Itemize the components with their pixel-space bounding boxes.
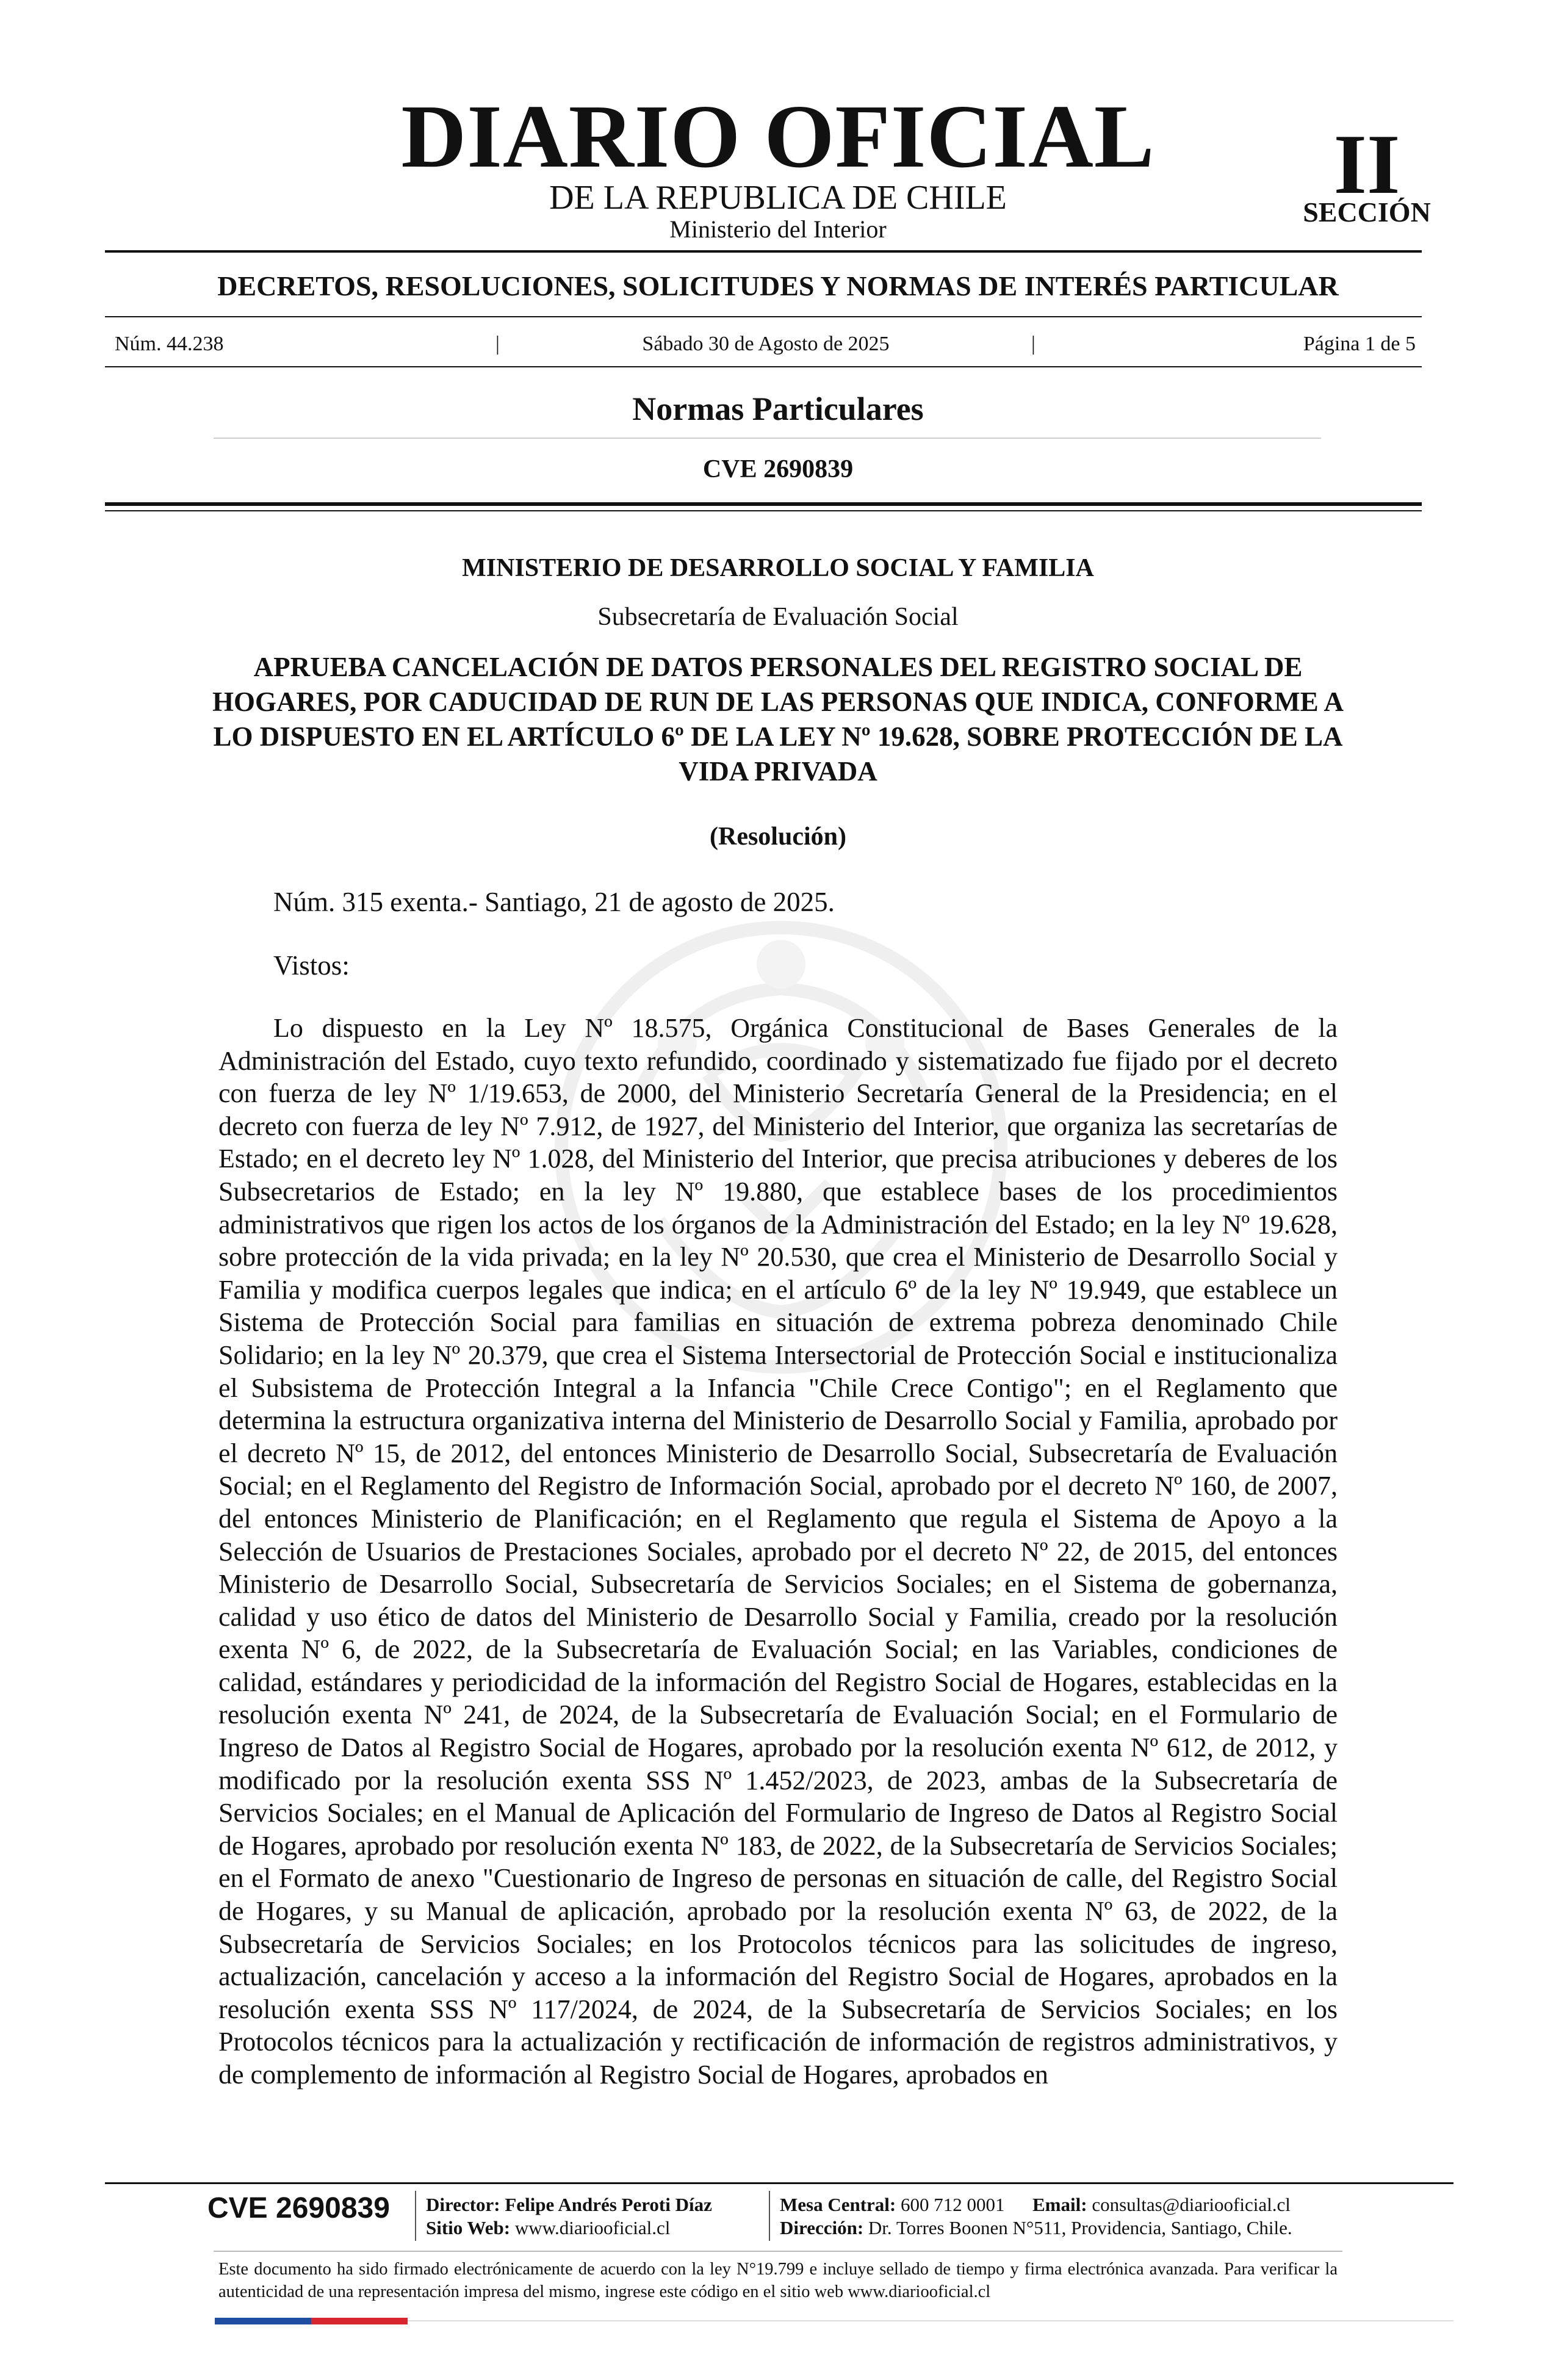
- address-label: Dirección:: [780, 2217, 864, 2238]
- infobar-separator: |: [495, 333, 500, 355]
- cve-divider-thick: [105, 502, 1422, 506]
- masthead-divider: [105, 250, 1422, 253]
- ministry-name: MINISTERIO DE DESARROLLO SOCIAL Y FAMILIA: [462, 554, 1094, 582]
- cve-divider-thin: [105, 510, 1422, 511]
- flag-stripe-blue: [215, 2318, 311, 2324]
- resolution-title: APRUEBA CANCELACIÓN DE DATOS PERSONALES DEL REGISTRO SOCIAL DE HOGARES, POR CADUCIDAD DE RUN DE LAS PERSONAS QUE INDICA, CONFORME A LO DISPUESTO EN EL ARTÍCULO 6º DE LA LEY Nº 19.628, SOBRE PROTECCIÓN DE LA VIDA PRIVADA: [212, 652, 1344, 787]
- resolution-type: (Resolución): [710, 823, 846, 851]
- masthead-subtitle: DE LA REPUBLICA DE CHILE: [549, 179, 1007, 217]
- resolution-number: Núm. 315 exenta.- Santiago, 21 de agosto de 2025.: [273, 887, 835, 917]
- footer-column-divider: [769, 2191, 770, 2241]
- masthead-title: DIARIO OFICIAL: [401, 87, 1155, 187]
- footer-website: [426, 2216, 670, 2240]
- email-label: Email:: [1032, 2194, 1087, 2215]
- band-divider: [105, 316, 1422, 317]
- director-name: Felipe Andrés Peroti Díaz: [505, 2194, 712, 2215]
- footer-contact: [780, 2193, 1291, 2216]
- footer-legal-notice: Este documento ha sido firmado electrónicamente de acuerdo con la ley N°19.799 e incluye sellado de tiempo y firma electrónica avanzada. Para verificar la autenticidad de una representación impresa del mismo, ingrese este código en el sitio web www.diariooficial.cl: [218, 2260, 1338, 2301]
- infobar-separator: |: [1031, 333, 1036, 355]
- footer-director: [426, 2193, 712, 2216]
- director-label: Director:: [426, 2194, 500, 2215]
- address-value: Dr. Torres Boonen N°511, Providencia, Santiago, Chile.: [868, 2217, 1292, 2238]
- email-link[interactable]: consultas@diariooficial.cl: [1092, 2194, 1291, 2215]
- heading-divider: [214, 438, 1321, 439]
- issue-number: Núm. 44.238: [115, 333, 224, 355]
- footer-divider: [105, 2182, 1453, 2184]
- vistos-paragraph: Lo dispuesto en la Ley Nº 18.575, Orgánica Constitucional de Bases Generales de la Administración del Estado, cuyo texto refundido, coordinado y sistematizado fue fijado por el decreto con fuerza de ley Nº 1/19.653, de 2000, del Ministerio Secretaría General de la Presidencia; en el decreto con fuerza de ley Nº 7.912, de 1927, del Ministerio del Interior, que organiza las secretarías de Estado; en el decreto ley Nº 1.028, del Ministerio del Interior, que precisa atribuciones y deberes de los Subsecretarios de Estado; en la ley Nº 19.880, que establece bases de los procedimientos administrativos que rigen los actos de los órganos de la Administración del Estado; en la ley Nº 19.628, sobre protección de la vida privada; en la ley Nº 20.530, que crea el Ministerio de Desarrollo Social y Familia y modifica cuerpos legales que indica; en el artículo 6º de la ley Nº 19.949, que establece un Sistema de Protección Social para familias en situación de extrema pobreza denominado Chile Solidario; en la ley Nº 20.379, que crea el Sistema Intersectorial de Protección Social e institucionaliza el Subsistema de Protección Integral a la Infancia "Chile Crece Contigo"; en el Reglamento que determina la estructura organizativa interna del Ministerio de Desarrollo Social y Familia, aprobado por el decreto Nº 15, de 2012, del entonces Ministerio de Desarrollo Social, Subsecretaría de Evaluación Social; en el Reglamento del Registro de Información Social, aprobado por el decreto Nº 160, de 2007, del entonces Ministerio de Planificación; en el Reglamento que regula el Sistema de Apoyo a la Selección de Usuarios de Prestaciones Sociales, aprobado por el decreto Nº 22, de 2015, del entonces Ministerio de Desarrollo Social, Subsecretaría de Servicios Sociales; en el Sistema de gobernanza, calidad y uso ético de datos del Ministerio de Desarrollo Social y Familia, creado por la resolución exenta Nº 6, de 2022, de la Subsecretaría de Evaluación Social; en las Variables, condiciones de calidad, estándares y periodicidad de la información del Registro Social de Hogares, establecidas en la resolución exenta Nº 241, de 2024, de la Subsecretaría de Evaluación Social; en el Formulario de Ingreso de Datos al Registro Social de Hogares, aprobado por la resolución exenta Nº 612, de 2012, y modificado por la resolución exenta SSS Nº 1.452/2023, de 2023, ambas de la Subsecretaría de Servicios Sociales; en el Manual de Aplicación del Formulario de Ingreso de Datos al Registro Social de Hogares, aprobado por resolución exenta Nº 183, de 2022, de la Subsecretaría de Servicios Sociales; en el Formato de anexo "Cuestionario de Ingreso de personas en situación de calle, del Registro Social de Hogares, y su Manual de aplicación, aprobado por la resolución exenta Nº 63, de 2022, de la Subsecretaría de Servicios Sociales; en los Protocolos técnicos para las solicitudes de ingreso, actualización, cancelación y acceso a la información del Registro Social de Hogares, aprobados en la resolución exenta SSS Nº 117/2024, de 2024, de la Subsecretaría de Servicios Sociales; en los Protocolos técnicos para la actualización y rectificación de información de registros administrativos, y de complemento de información al Registro Social de Hogares, aprobados en: [218, 1013, 1338, 2090]
- footer-bottom-line: [408, 2320, 1453, 2321]
- footer-address: [780, 2216, 1292, 2240]
- footer-legal-divider: [214, 2251, 1342, 2252]
- section-number: II: [1333, 117, 1400, 212]
- masthead-ministry: Ministerio del Interior: [669, 215, 887, 243]
- flag-stripe-red: [311, 2318, 408, 2324]
- vistos-heading: Vistos:: [273, 950, 350, 981]
- footer-column-divider: [415, 2191, 416, 2241]
- mesa-label: Mesa Central:: [780, 2194, 896, 2215]
- mesa-value: 600 712 0001: [901, 2194, 1005, 2215]
- web-link[interactable]: www.diariooficial.cl: [514, 2217, 671, 2238]
- issue-date: Sábado 30 de Agosto de 2025: [642, 333, 890, 355]
- page-indicator: Página 1 de 5: [1303, 333, 1416, 355]
- subsecretaria-name: Subsecretaría de Evaluación Social: [597, 603, 959, 631]
- cve-code: CVE 2690839: [702, 455, 854, 483]
- web-label: Sitio Web:: [426, 2217, 511, 2238]
- section-label: SECCIÓN: [1303, 197, 1431, 228]
- footer-cve-code: CVE 2690839: [207, 2192, 390, 2224]
- band-title: DECRETOS, RESOLUCIONES, SOLICITUDES Y NORMAS DE INTERÉS PARTICULAR: [217, 270, 1339, 301]
- section-heading: Normas Particulares: [632, 391, 924, 427]
- infobar-divider: [105, 366, 1422, 367]
